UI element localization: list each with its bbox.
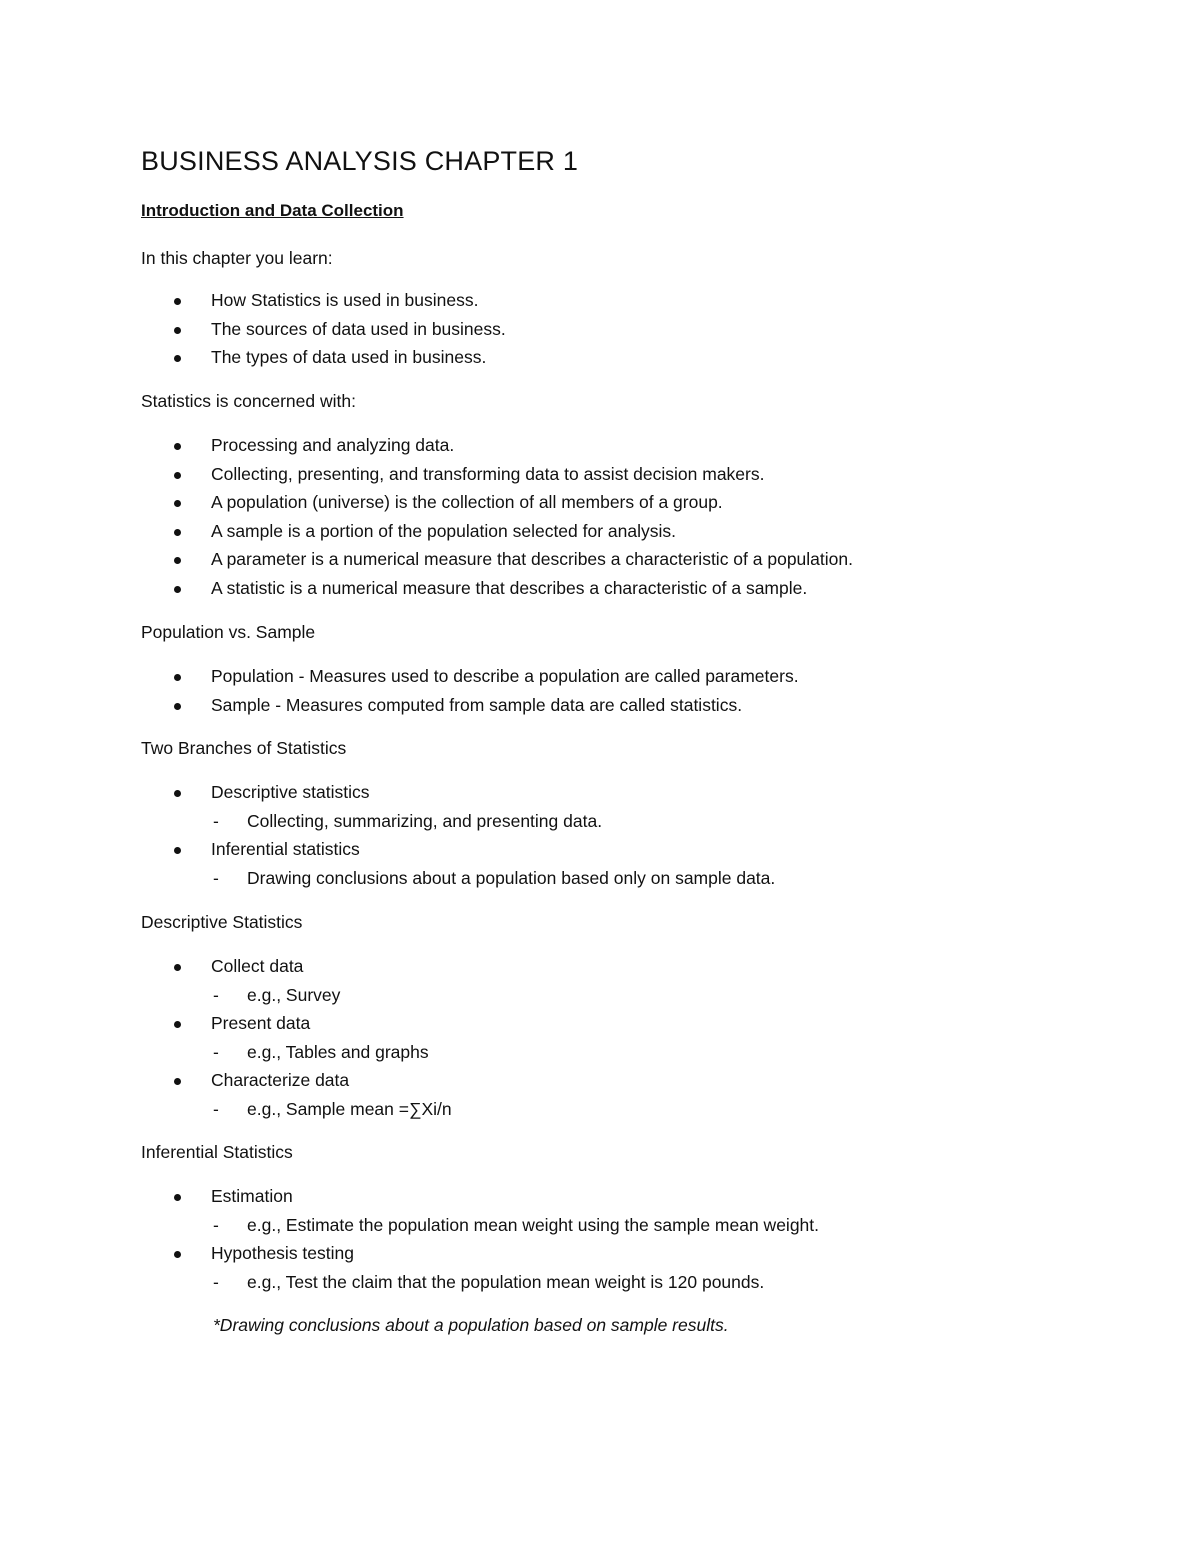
bullet-icon	[174, 298, 181, 305]
document-title: BUSINESS ANALYSIS CHAPTER 1	[141, 146, 579, 176]
bullet-icon	[174, 674, 181, 681]
sub-list-item: - e.g., Sample mean =∑Xi/n	[213, 1098, 452, 1119]
sub-list-item: - Collecting, summarizing, and presenting data.	[213, 810, 603, 831]
list-item: Population - Measures used to describe a population are called parameters.	[0, 666, 1200, 695]
dash-marker: -	[213, 810, 219, 831]
section-heading-concerned-with: Statistics is concerned with:	[141, 391, 356, 411]
bullet-icon	[174, 529, 181, 536]
section-heading-population-vs-sample: Population vs. Sample	[141, 622, 316, 642]
list-concerned-with	[0, 435, 1200, 606]
list-item: How Statistics is used in business.	[0, 290, 1200, 319]
list-descriptive-statistics	[0, 956, 1200, 1127]
list-item: Present data	[0, 1013, 1200, 1042]
bullet-icon	[174, 703, 181, 710]
list-item: Characterize data	[0, 1070, 1200, 1099]
list-inferential-statistics	[0, 1186, 1200, 1300]
dash-marker: -	[213, 1214, 219, 1235]
dash-marker: -	[213, 1271, 219, 1292]
bullet-icon	[174, 500, 181, 507]
sub-list-item: - e.g., Estimate the population mean weight using the sample mean weight.	[213, 1214, 820, 1235]
sub-list-item: - e.g., Tables and graphs	[213, 1041, 429, 1062]
section-heading-descriptive-statistics: Descriptive Statistics	[141, 912, 303, 932]
section-heading-inferential-statistics: Inferential Statistics	[141, 1142, 293, 1162]
document-subtitle: Introduction and Data Collection	[141, 201, 404, 220]
sub-list-item: - e.g., Test the claim that the population mean weight is 120 pounds.	[213, 1271, 765, 1292]
list-item: Processing and analyzing data.	[0, 435, 1200, 464]
bullet-icon	[174, 443, 181, 450]
footnote: *Drawing conclusions about a population based on sample results.	[213, 1315, 729, 1335]
bullet-icon	[174, 1021, 181, 1028]
list-population-vs-sample	[0, 666, 1200, 723]
dash-marker: -	[213, 984, 219, 1005]
list-item: Collect data	[0, 956, 1200, 985]
bullet-icon	[174, 557, 181, 564]
bullet-icon	[174, 1078, 181, 1085]
list-item: Sample - Measures computed from sample data are called statistics.	[0, 695, 1200, 724]
section-heading-chapter-learn: In this chapter you learn:	[141, 248, 333, 268]
list-chapter-learn	[0, 290, 1200, 376]
list-item: A parameter is a numerical measure that describes a characteristic of a population.	[0, 549, 1200, 578]
list-item: A statistic is a numerical measure that describes a characteristic of a sample.	[0, 578, 1200, 607]
bullet-icon	[174, 1251, 181, 1258]
bullet-icon	[174, 472, 181, 479]
list-item: Hypothesis testing	[0, 1243, 1200, 1272]
section-heading-two-branches: Two Branches of Statistics	[141, 738, 347, 758]
bullet-icon	[174, 1194, 181, 1201]
dash-marker: -	[213, 1098, 219, 1119]
list-item: Collecting, presenting, and transforming data to assist decision makers.	[0, 464, 1200, 493]
bullet-icon	[174, 355, 181, 362]
list-item: A population (universe) is the collection of all members of a group.	[0, 492, 1200, 521]
list-item: Estimation	[0, 1186, 1200, 1215]
sub-list-item: - Drawing conclusions about a population based only on sample data.	[213, 867, 776, 888]
sub-list-item: - e.g., Survey	[213, 984, 341, 1005]
list-item: Inferential statistics	[0, 839, 1200, 868]
bullet-icon	[174, 586, 181, 593]
bullet-icon	[174, 327, 181, 334]
list-two-branches	[0, 782, 1200, 896]
list-item: The sources of data used in business.	[0, 319, 1200, 348]
dash-marker: -	[213, 1041, 219, 1062]
list-item: A sample is a portion of the population selected for analysis.	[0, 521, 1200, 550]
bullet-icon	[174, 847, 181, 854]
bullet-icon	[174, 964, 181, 971]
list-item: Descriptive statistics	[0, 782, 1200, 811]
bullet-icon	[174, 790, 181, 797]
dash-marker: -	[213, 867, 219, 888]
list-item: The types of data used in business.	[0, 347, 1200, 376]
